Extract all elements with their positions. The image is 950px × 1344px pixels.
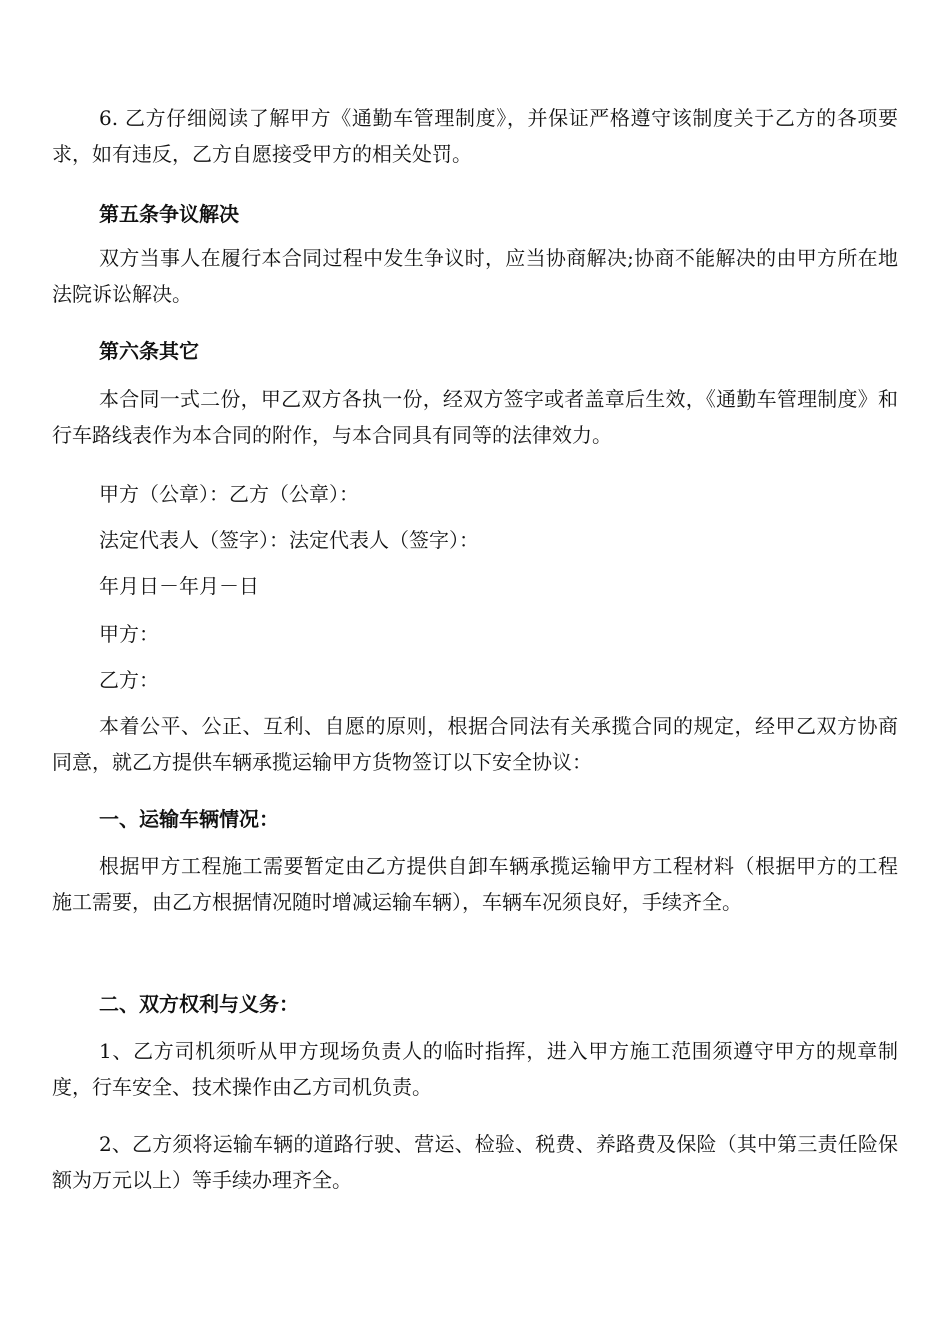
- paragraph-other-terms: 本合同一式二份，甲乙双方各执一份，经双方签字或者盖章后生效，《通勤车管理制度》和行车路线表作为本合同的附作，与本合同具有同等的法律效力。: [52, 387, 898, 447]
- signature-representative-line: 法定代表人（签字）：法定代表人（签字）：: [99, 528, 479, 552]
- signature-seal-line: 甲方（公章）：乙方（公章）：: [99, 482, 359, 506]
- section-2-heading: 二、双方权利与义务：: [99, 992, 299, 1016]
- article-5-heading: 第五条争议解决: [99, 202, 239, 226]
- party-b-line: 乙方：: [99, 668, 159, 692]
- paragraph-agreement-intro: 本着公平、公正、互利、自愿的原则，根据合同法有关承揽合同的规定，经甲乙双方协商同意，就乙方提供车辆承揽运输甲方货物签订以下安全协议：: [52, 714, 898, 774]
- party-a-line: 甲方：: [99, 622, 159, 646]
- paragraph-vehicle-details: 根据甲方工程施工需要暂定由乙方提供自卸车辆承揽运输甲方工程材料（根据甲方的工程施工需要，由乙方根据情况随时增减运输车辆），车辆车况须良好，手续齐全。: [52, 854, 898, 914]
- section-1-heading: 一、运输车辆情况：: [99, 807, 279, 831]
- article-6-heading: 第六条其它: [99, 339, 199, 363]
- paragraph-dispute-resolution: 双方当事人在履行本合同过程中发生争议时，应当协商解决;协商不能解决的由甲方所在地法院诉讼解决。: [52, 246, 898, 306]
- paragraph-duty-2: 2、乙方须将运输车辆的道路行驶、营运、检验、税费、养路费及保险（其中第三责任险保额为万元以上）等手续办理齐全。: [52, 1132, 898, 1192]
- paragraph-item-6: 6. 乙方仔细阅读了解甲方《通勤车管理制度》，并保证严格遵守该制度关于乙方的各项要求，如有违反，乙方自愿接受甲方的相关处罚。: [52, 106, 898, 166]
- paragraph-duty-1: 1、乙方司机须听从甲方现场负责人的临时指挥，进入甲方施工范围须遵守甲方的规章制度，行车安全、技术操作由乙方司机负责。: [52, 1039, 898, 1099]
- date-line: 年月日－年月－日: [99, 574, 259, 598]
